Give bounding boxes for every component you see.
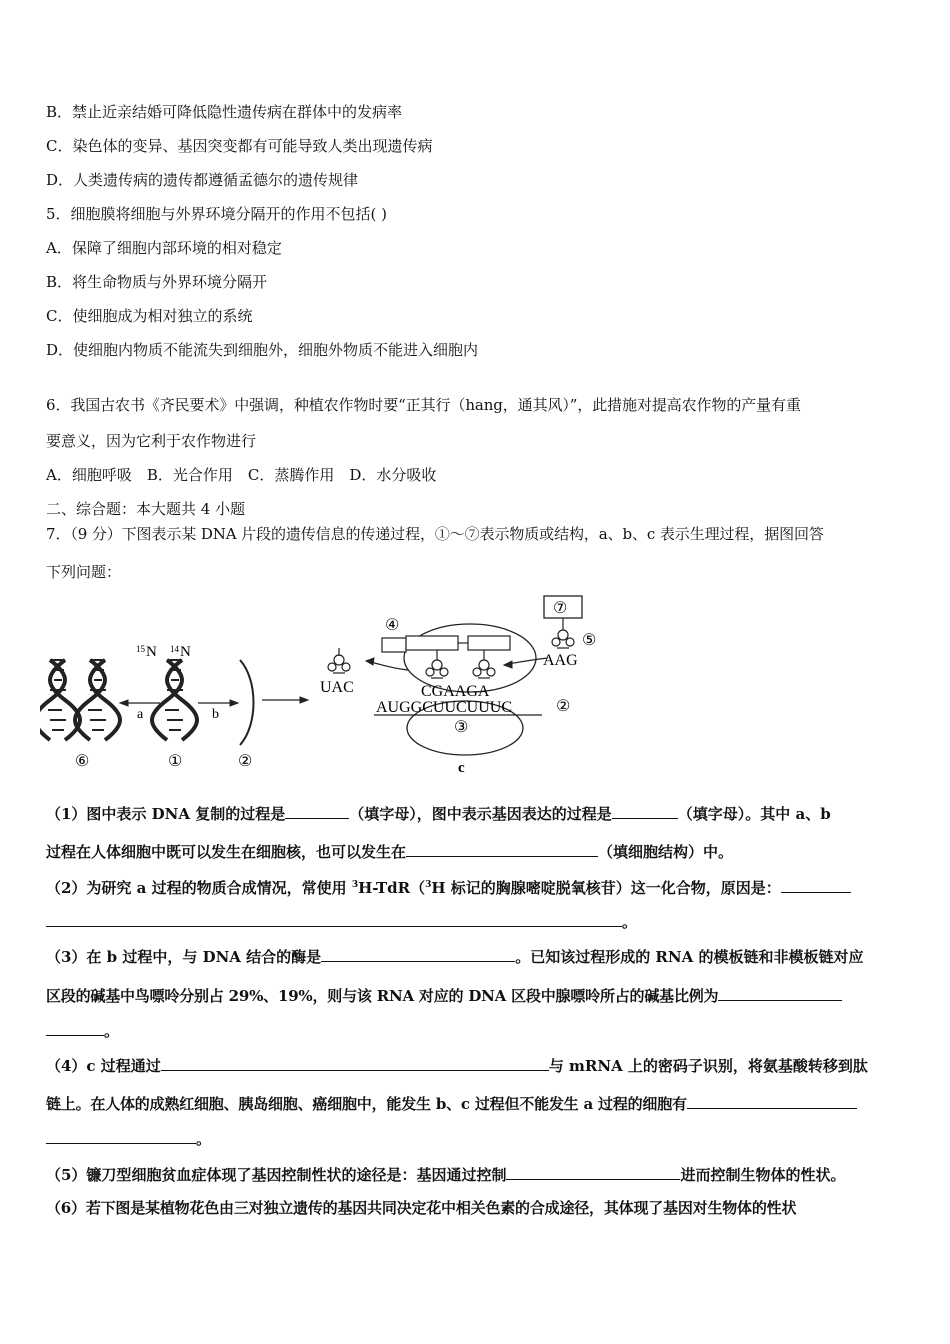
process-a-label: a [137,707,144,722]
q5-stem: 5．细胞膜将细胞与外界环境分隔开的作用不包括( ) [46,205,388,223]
answer-blank[interactable] [285,803,349,819]
q7-part4-line1 [46,1055,868,1076]
q5-option-a: A．保障了细胞内部环境的相对稳定 [46,239,282,257]
label-4: ④ [385,617,400,634]
q7-stem-line1: 7．（9 分）下图表示某 DNA 片段的遗传信息的传递过程，①～⑦表示物质或结构，a、b、c 表示生理过程，据图回答 [46,525,824,543]
codon-aag: AAG [543,652,578,669]
q7-part3-text: 。已知该过程形成的 RNA 的模板链和非模板链对应 [515,948,864,966]
q4-option-b: B．禁止近亲结婚可降低隐性遗传病在群体中的发病率 [46,103,403,121]
q7-part4-end: 。 [196,1130,212,1148]
trna-icon [473,650,495,678]
dna-helix-icon [40,660,80,740]
q5-option-b: B．将生命物质与外界环境分隔开 [46,273,268,291]
q7-part1-line2 [46,841,733,862]
arrow-icon [504,658,548,668]
q7-part3-text: 区段的碱基中鸟嘌呤分别占 29%、19%，则与该 RNA 对应的 DNA 区段中腺嘌呤所占的碱基比例为 [46,987,719,1005]
q7-part5-text: （5）镰刀型细胞贫血症体现了基因控制性状的途径是：基因通过控制 [46,1166,507,1184]
section-heading: 二、综合题：本大题共 4 小题 [46,500,246,518]
arrow-icon [120,700,160,706]
arrow-icon [262,697,308,703]
q6-stem-line1: 6．我国古农书《齐民要术》中强调，种植农作物时要“正其行（hang，通其风）”，此措施对提高农作物的产量有重 [46,396,801,414]
q7-part3-line2 [46,985,842,1006]
q5-option-c: C．使细胞成为相对独立的系统 [46,307,253,325]
dna-helix-icon [75,660,120,740]
isotope-superscript: 3 [425,880,432,890]
dna-helix-icon [152,660,197,740]
answer-blank[interactable] [46,911,622,927]
q7-part2-text: H 标记的胸腺嘧啶脱氧核苷）这一化合物，原因是： [431,879,781,897]
label-6: ⑥ [75,753,90,770]
q6-options: A．细胞呼吸 B．光合作用 C．蒸腾作用 D．水分吸收 [46,466,437,484]
q7-part3-line3 [46,1020,119,1041]
q7-part6-line1: （6）若下图是某植物花色由三对独立遗传的基因共同决定花中相关色素的合成途径，其体现了基因对生物体的性状 [46,1199,797,1217]
q7-part4-text: （4）c 过程通过 [46,1057,161,1075]
q7-part2-line2 [46,911,637,932]
q7-part2-end: 。 [622,913,638,931]
label-7: ⑦ [553,600,568,617]
q7-part3-end: 。 [104,1022,120,1040]
amino-acid-box [382,638,406,652]
q7-part4-text: 与 mRNA 上的密码子识别，将氨基酸转移到肽 [548,1057,868,1075]
q7-part1-text: （填字母）。其中 a、b [677,805,831,823]
label-2-left: ② [238,753,253,770]
answer-blank[interactable] [46,1128,196,1144]
q4-option-d: D．人类遗传病的遗传都遵循孟德尔的遗传规律 [46,171,359,189]
label-1: ① [168,753,183,770]
trna-icon [328,648,350,673]
q7-part2-text: H-TdR（ [358,879,426,897]
codon-uac: UAC [320,679,354,696]
q5-option-d: D．使细胞内物质不能流失到细胞外，细胞外物质不能进入细胞内 [46,341,479,359]
n15-symbol: N [146,644,157,660]
trna-icon [426,650,448,678]
label-3: ③ [454,719,469,736]
answer-blank[interactable] [506,1164,680,1180]
rna-strand [240,660,254,745]
answer-blank[interactable] [46,1020,104,1036]
dna-information-transfer-diagram [40,590,620,775]
arrow-icon [366,658,408,670]
q4-option-c: C．染色体的变异、基因突变都有可能导致人类出现遗传病 [46,137,433,155]
label-2-right: ② [556,698,571,715]
q7-part1-text: （1）图中表示 DNA 复制的过程是 [46,805,286,823]
q7-stem-line2: 下列问题： [46,563,122,581]
answer-blank[interactable] [321,946,515,962]
q7-part4-text: 链上。在人体的成熟红细胞、胰岛细胞、癌细胞中，能发生 b、c 过程但不能发生 a 过程的细胞有 [46,1095,687,1113]
answer-blank[interactable] [161,1055,549,1071]
q7-part5 [46,1164,845,1185]
answer-blank[interactable] [612,803,678,819]
q7-part1-text: （填字母），图中表示基因表达的过程是 [349,805,612,823]
arrow-icon [198,700,238,706]
q7-part2-line1 [46,875,851,898]
q7-part1-line1 [46,803,831,824]
answer-blank[interactable] [687,1093,857,1109]
q7-part1-text: （填细胞结构）中。 [598,843,734,861]
label-5: ⑤ [582,632,597,649]
q7-part4-line3 [46,1128,211,1149]
amino-acid-box [406,636,458,650]
answer-blank[interactable] [406,841,598,857]
q7-part3-line1 [46,946,863,967]
isotope-superscript: 3 [351,880,359,890]
amino-acid-box [468,636,510,650]
anticodon-sequence: CGAAGA [421,683,490,700]
q7-part1-text: 过程在人体细胞中既可以发生在细胞核，也可以发生在 [46,843,407,861]
trna-icon [552,630,574,648]
process-c-label: c [458,760,465,775]
q7-part5-text: 进而控制生物体的性状。 [680,1166,846,1184]
q7-part4-line2 [46,1093,857,1114]
mrna-sequence: AUGGCUUCUUUC [376,699,513,716]
q7-part3-text: （3）在 b 过程中，与 DNA 结合的酶是 [46,948,322,966]
process-b-label: b [212,707,219,722]
n15-superscript: 15 [136,644,145,654]
answer-blank[interactable] [718,985,842,1001]
ribosome-large-subunit [404,624,536,692]
q7-part2-text: （2）为研究 a 过程的物质合成情况，常使用 [46,879,352,897]
answer-blank[interactable] [781,877,851,893]
n14-superscript: 14 [170,644,179,654]
q6-stem-line2: 要意义，因为它利于农作物进行 [46,432,257,450]
n14-symbol: N [180,644,191,660]
